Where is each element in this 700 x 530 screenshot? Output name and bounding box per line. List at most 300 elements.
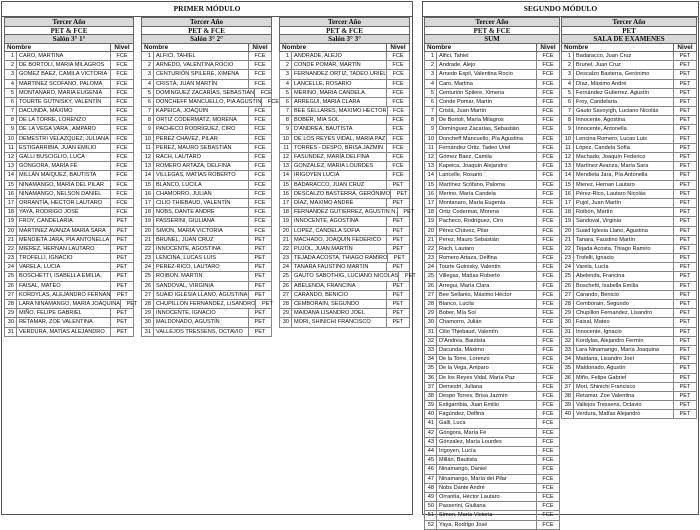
row-number: 13 xyxy=(425,162,437,170)
student-name: DOMINGUEZ ZACARÍAS, SEBASTIÁN xyxy=(156,89,255,96)
table-row xyxy=(424,263,560,272)
student-name: ARNEDO, VALENTINA ROCIO xyxy=(156,62,234,69)
student-name: INNOCENTE, IGNACIO xyxy=(156,310,216,317)
table-row xyxy=(4,80,134,89)
student-name: Gauto Savoyigh, Luciano Nicolás xyxy=(576,108,659,115)
exam-level: FCE xyxy=(261,98,284,106)
student-name: DESCALZO BASTERRA, GERÓNIMO xyxy=(294,190,391,197)
row-number: 32 xyxy=(562,337,574,345)
track-header: PET & FCE xyxy=(141,26,272,35)
student-name: MERINO, MARIA CANDELA xyxy=(294,89,365,96)
row-number: 49 xyxy=(425,493,437,501)
exam-level: FCE xyxy=(536,484,559,492)
row-number: 5 xyxy=(5,89,17,97)
exam-level: FCE xyxy=(386,125,409,133)
student-name: CONDE POMAR, MARTÍN xyxy=(294,62,361,69)
student-name: Tanara, Faustino Martín xyxy=(576,236,636,243)
student-name: SUAID IGLESIA LLANO, AGUSTINA xyxy=(156,291,248,298)
table-row xyxy=(279,245,410,254)
exam-level: PET xyxy=(673,144,696,152)
row-number: 11 xyxy=(5,144,17,152)
student-name: Rach, Lautaro xyxy=(439,245,475,252)
exam-level: FCE xyxy=(536,502,559,510)
row-number: 22 xyxy=(280,245,292,253)
table-row xyxy=(4,89,134,98)
student-name: Ninamango, Daniel xyxy=(439,466,487,473)
student-name: Vallejos Tressens, Octavio xyxy=(576,402,642,409)
exam-level: FCE xyxy=(386,70,409,78)
student-name: Góngora, María Fé xyxy=(439,429,487,436)
row-number: 9 xyxy=(562,125,574,133)
student-name: Kapeica, Joaquín Alejandro xyxy=(439,163,508,170)
exam-level: PET xyxy=(386,318,409,326)
student-name: Boschetti, Isabella Emilia xyxy=(576,282,639,289)
row-number: 12 xyxy=(562,153,574,161)
table-row xyxy=(4,61,134,70)
row-number: 13 xyxy=(562,162,574,170)
table-row xyxy=(424,89,560,98)
table-row xyxy=(561,190,697,199)
student-name: Demestri, Juliana xyxy=(439,383,483,390)
student-name: GAUTO SABOTHIG, LUCIANO NICOLAS xyxy=(294,273,399,280)
table-row xyxy=(561,162,697,171)
student-name: D'Andrea, Bautista xyxy=(439,337,486,344)
exam-level: PET xyxy=(673,272,696,280)
table-row xyxy=(4,236,134,245)
row-number: 25 xyxy=(5,272,17,280)
student-name: BOBER, MIA SOL xyxy=(294,117,340,124)
table-row xyxy=(141,52,272,61)
exam-level: FCE xyxy=(248,70,271,78)
exam-level: FCE xyxy=(110,61,133,69)
student-name: DE LA VEGA VARA , AMPARO xyxy=(19,126,96,133)
student-name: PUJOL, JUAN MARTÍN xyxy=(294,245,353,252)
student-name: Miño, Felipe Gabriel xyxy=(576,374,627,381)
student-name: Chamorro, Julián xyxy=(439,319,482,326)
row-number: 13 xyxy=(142,162,154,170)
table-row xyxy=(561,199,697,208)
table-row xyxy=(4,181,134,190)
exam-level: PET xyxy=(386,309,409,317)
row-number: 12 xyxy=(5,153,17,161)
exam-level: FCE xyxy=(536,98,559,106)
exam-level: PET xyxy=(248,245,271,253)
student-name: Conde Pomar, Martín xyxy=(439,98,493,105)
table-row xyxy=(4,199,134,208)
table-row xyxy=(561,153,697,162)
name-column-header: Nombre xyxy=(282,43,307,51)
table-row xyxy=(4,291,134,300)
table-row xyxy=(141,116,272,125)
table-row xyxy=(424,199,560,208)
row-number: 2 xyxy=(280,61,292,69)
student-name: VARELA, LUCIA xyxy=(19,264,61,271)
row-number: 13 xyxy=(5,162,17,170)
row-number: 3 xyxy=(142,70,154,78)
row-number: 28 xyxy=(142,300,154,308)
exam-level: PET xyxy=(673,364,696,372)
level-column-header: Nivel xyxy=(110,44,133,51)
exam-level: PET xyxy=(673,208,696,216)
row-number: 21 xyxy=(425,236,437,244)
table-row xyxy=(424,153,560,162)
exam-level: PET xyxy=(248,236,271,244)
row-number: 26 xyxy=(280,282,292,290)
table-row xyxy=(561,80,697,89)
table-row xyxy=(424,162,560,171)
exam-level: FCE xyxy=(386,171,409,179)
exam-level: PET xyxy=(248,282,271,290)
table-row xyxy=(424,98,560,107)
exam-level: FCE xyxy=(248,199,271,207)
table-row xyxy=(561,364,697,373)
table-row xyxy=(4,272,134,281)
exam-level: FCE xyxy=(248,80,271,88)
exam-level: PET xyxy=(386,291,409,299)
row-number: 23 xyxy=(562,254,574,262)
row-number: 39 xyxy=(562,401,574,409)
exam-level: FCE xyxy=(536,447,559,455)
student-name: Doncheff Mancuello, Pía Agustina xyxy=(439,135,523,142)
table-row xyxy=(424,144,560,153)
student-name: Cristá, Juan Martín xyxy=(439,108,487,115)
row-number: 31 xyxy=(5,328,17,336)
exam-level: FCE xyxy=(536,493,559,501)
student-name: PASSERINI, GIULIANA xyxy=(156,218,215,225)
row-number: 30 xyxy=(5,318,17,326)
exam-level: FCE xyxy=(110,135,133,143)
student-name: Alfici, Tahiel xyxy=(439,52,469,59)
exam-level: PET xyxy=(673,181,696,189)
exam-level: FCE xyxy=(536,511,559,519)
exam-level: PET xyxy=(673,80,696,88)
row-number: 33 xyxy=(425,346,437,354)
table-row xyxy=(424,61,560,70)
row-number: 19 xyxy=(425,217,437,225)
row-number: 26 xyxy=(142,282,154,290)
student-name: ORRANTÍA, HECTOR LAUTARO xyxy=(19,199,103,206)
row-number: 31 xyxy=(562,328,574,336)
student-name: Millán, Bautista xyxy=(439,457,477,464)
exam-level: FCE xyxy=(248,227,271,235)
student-name: Innocente, Antonella xyxy=(576,126,627,133)
student-name: KORDYLAS, ALEJANDRO FERNAN xyxy=(19,291,111,298)
student-name: DÍAZ, MAXIMO ANDRÉ xyxy=(294,199,354,206)
exam-level: PET xyxy=(110,291,133,299)
row-number: 29 xyxy=(425,309,437,317)
row-number: 31 xyxy=(425,328,437,336)
table-row xyxy=(279,309,410,318)
segundo-modulo-title: SEGUNDO MÓDULO xyxy=(423,2,698,17)
row-number: 9 xyxy=(142,125,154,133)
table-row xyxy=(141,80,272,89)
exam-level: PET xyxy=(110,328,133,336)
year-header: Tercer Año xyxy=(4,17,134,26)
table-row xyxy=(279,52,410,61)
row-number: 45 xyxy=(425,456,437,464)
table-row xyxy=(4,282,134,291)
table-row xyxy=(4,254,134,263)
student-name: CARANDO, BENICIO xyxy=(294,291,349,298)
table-row xyxy=(561,52,697,61)
table-row xyxy=(424,227,560,236)
exam-level: FCE xyxy=(386,135,409,143)
student-name: Maidana, Lisandro Joel xyxy=(576,356,634,363)
exam-level: PET xyxy=(110,227,133,235)
exam-level: PET xyxy=(673,61,696,69)
exam-level: PET xyxy=(673,300,696,308)
table-row xyxy=(561,383,697,392)
name-column-header: Nombre xyxy=(564,43,589,51)
year-header: Tercer Año xyxy=(141,17,272,26)
table-row xyxy=(561,300,697,309)
row-number: 22 xyxy=(5,245,17,253)
row-number: 9 xyxy=(280,125,292,133)
student-name: Cilio Thiebaud, Valentín xyxy=(439,328,498,335)
column-header-row xyxy=(561,43,697,52)
table-row xyxy=(424,318,560,327)
student-name: De la Vega, Amparo xyxy=(439,365,489,372)
student-name: Abelenda, Francina xyxy=(576,273,625,280)
table-row xyxy=(279,171,410,180)
exam-level: FCE xyxy=(536,419,559,427)
track-header: PET & FCE xyxy=(424,26,560,35)
student-name: ROIBON, MARTIN xyxy=(156,273,203,280)
table-row xyxy=(141,181,272,190)
row-number: 6 xyxy=(280,98,292,106)
table-row xyxy=(279,125,410,134)
student-name: Retamar, Zoe Valentina xyxy=(576,392,635,399)
exam-level: FCE xyxy=(248,125,271,133)
student-name: Trofelli, Ignacio xyxy=(576,255,614,262)
table-row xyxy=(141,208,272,217)
row-number: 4 xyxy=(142,80,154,88)
student-name: Nobs Dante André xyxy=(439,484,485,491)
row-number: 21 xyxy=(5,236,17,244)
table-row xyxy=(279,144,410,153)
exam-level: FCE xyxy=(536,80,559,88)
row-number: 5 xyxy=(425,89,437,97)
student-name: GALLI BUSCIGLIO, LUCA xyxy=(19,154,85,161)
student-name: TORRES - DESPO, BRISA JAZMIN xyxy=(294,144,384,151)
row-number: 2 xyxy=(5,61,17,69)
student-name: Montanaro, María Eugenia xyxy=(439,199,506,206)
row-number: 21 xyxy=(562,236,574,244)
exam-level: FCE xyxy=(248,144,271,152)
exam-level: PET xyxy=(248,263,271,271)
exam-level: FCE xyxy=(110,52,133,60)
row-number: 25 xyxy=(425,272,437,280)
student-name: IRIGOYEN LUCIA xyxy=(294,172,340,179)
exam-level: FCE xyxy=(536,364,559,372)
exam-level: FCE xyxy=(248,153,271,161)
row-number: 3 xyxy=(5,70,17,78)
table-row xyxy=(279,61,410,70)
student-name: FASUNDEZ, MARÍA DELFINA xyxy=(294,154,370,161)
student-name: ANDRADE, ALEJO xyxy=(294,52,342,59)
table-row xyxy=(424,383,560,392)
student-name: Centurión Spilere, Ximena xyxy=(439,89,505,96)
exam-level: FCE xyxy=(536,318,559,326)
exam-level: PET xyxy=(386,181,409,189)
row-number: 26 xyxy=(5,282,17,290)
student-name: CARO, MARTINA xyxy=(19,52,64,59)
exam-level: FCE xyxy=(536,89,559,97)
table-row xyxy=(424,456,560,465)
row-number: 43 xyxy=(425,438,437,446)
student-name: YAYA, RODRIGO JOSÉ xyxy=(19,209,79,216)
student-name: KAPEICA, JOAQUIN xyxy=(156,108,209,115)
row-number: 51 xyxy=(425,511,437,519)
exam-level: FCE xyxy=(386,52,409,60)
row-number: 7 xyxy=(562,107,574,115)
exam-level: PET xyxy=(120,300,143,308)
table-row xyxy=(141,300,272,309)
row-number: 34 xyxy=(562,355,574,363)
track-header: PET xyxy=(561,26,697,35)
table-row xyxy=(424,419,560,428)
exam-level: PET xyxy=(386,245,409,253)
exam-level: PET xyxy=(390,190,413,198)
row-number: 5 xyxy=(280,89,292,97)
row-number: 33 xyxy=(562,346,574,354)
exam-level: FCE xyxy=(536,309,559,317)
row-number: 27 xyxy=(280,291,292,299)
exam-level: FCE xyxy=(536,438,559,446)
student-name: SANDOVAL, VIRGINIA xyxy=(156,282,214,289)
row-number: 36 xyxy=(562,374,574,382)
student-name: MIEREZ, HERNAN LAUTARO xyxy=(19,245,95,252)
student-name: Martínez Scófano, Paloma xyxy=(439,181,505,188)
student-name: MACHADO, JOAQUIN FEDERICO xyxy=(294,236,382,243)
table-row xyxy=(141,272,272,281)
table-row xyxy=(4,328,134,337)
table-row xyxy=(424,125,560,134)
year-header: Tercer Año xyxy=(424,17,560,26)
row-number: 6 xyxy=(142,98,154,106)
student-name: Mori, Shinichi Francisco xyxy=(576,383,636,390)
exam-level: FCE xyxy=(536,125,559,133)
exam-level: PET xyxy=(673,135,696,143)
student-name: VILLEGAS, MATIAS ROBERTO xyxy=(156,172,236,179)
exam-level: FCE xyxy=(536,208,559,216)
student-name: Pujol, Juan Martín xyxy=(576,199,622,206)
student-name: Machado, Joaquín Federico xyxy=(576,154,646,161)
student-name: Mierez, Hernan Lautaro xyxy=(576,181,635,188)
table-row xyxy=(561,217,697,226)
row-number: 10 xyxy=(280,135,292,143)
row-number: 14 xyxy=(142,171,154,179)
table-row xyxy=(141,171,272,180)
exam-level: PET xyxy=(673,227,696,235)
table-row xyxy=(279,80,410,89)
table-row xyxy=(424,410,560,419)
student-list xyxy=(561,52,697,420)
table-row xyxy=(279,135,410,144)
student-name: BLANCO, LUCILA xyxy=(156,181,202,188)
table-row xyxy=(424,475,560,484)
row-number: 6 xyxy=(5,98,17,106)
table-row xyxy=(141,245,272,254)
exam-level: FCE xyxy=(248,107,271,115)
student-name: Sandoval, Virginia xyxy=(576,218,621,225)
table-row xyxy=(561,208,697,217)
table-row xyxy=(424,355,560,364)
row-number: 4 xyxy=(5,80,17,88)
student-name: MAIDANA LISANDRO JOEL xyxy=(294,310,365,317)
table-row xyxy=(4,70,134,79)
table-row xyxy=(561,392,697,401)
row-number: 2 xyxy=(425,61,437,69)
exam-level: FCE xyxy=(110,208,133,216)
table-row xyxy=(424,447,560,456)
table-row xyxy=(561,144,697,153)
exam-level: FCE xyxy=(536,236,559,244)
row-number: 18 xyxy=(425,208,437,216)
student-name: NINAMANGO, MARÍA DEL PILAR xyxy=(19,181,104,188)
row-number: 20 xyxy=(142,227,154,235)
student-name: Despo Torres, Brisa Jazmín xyxy=(439,392,508,399)
exam-level: FCE xyxy=(386,116,409,124)
table-row xyxy=(279,263,410,272)
table-row xyxy=(4,227,134,236)
salon-header: SUM xyxy=(424,34,560,43)
row-number: 7 xyxy=(142,107,154,115)
table-row xyxy=(141,153,272,162)
student-name: Suaid Iglesia Llano, Agustina xyxy=(576,227,648,234)
exam-level: FCE xyxy=(386,144,409,152)
student-name: Pérez Chávez, Pilar xyxy=(439,227,489,234)
name-column-header: Nombre xyxy=(144,43,169,51)
table-row xyxy=(279,318,410,327)
row-number: 42 xyxy=(425,429,437,437)
student-name: Gónzalez, María Lourdes xyxy=(439,438,502,445)
exam-level: FCE xyxy=(536,199,559,207)
row-number: 40 xyxy=(562,410,574,418)
row-number: 24 xyxy=(5,263,17,271)
table-row xyxy=(424,80,560,89)
exam-level: PET xyxy=(673,107,696,115)
year-header: Tercer Año xyxy=(279,17,410,26)
student-name: Bee Sellarés, Máximo Héctor xyxy=(439,291,512,298)
table-row xyxy=(424,511,560,520)
exam-level: FCE xyxy=(536,300,559,308)
table-row xyxy=(424,190,560,199)
row-number: 20 xyxy=(280,227,292,235)
exam-level: FCE xyxy=(536,392,559,400)
exam-level: PET xyxy=(673,318,696,326)
exam-level: FCE xyxy=(110,70,133,78)
table-row xyxy=(424,245,560,254)
exam-level: PET xyxy=(673,410,696,418)
salon-3-2-table xyxy=(141,17,279,514)
table-row xyxy=(4,309,134,318)
student-name: Domínguez Zacarías, Sebastián xyxy=(439,126,519,133)
student-name: ARREGUI, MARIA CLARA xyxy=(294,98,361,105)
table-row xyxy=(561,328,697,337)
student-name: Brunel, Juan Cruz xyxy=(576,62,621,69)
student-name: VALLEJOS TRESSENS, OCTAVIO xyxy=(156,328,243,335)
table-row xyxy=(4,153,134,162)
row-number: 30 xyxy=(562,318,574,326)
table-row xyxy=(141,107,272,116)
student-name: BRUNEL, JUAN CRUZ xyxy=(156,236,214,243)
row-number: 4 xyxy=(425,80,437,88)
table-row xyxy=(279,89,410,98)
table-row xyxy=(141,190,272,199)
table-row xyxy=(561,125,697,134)
table-row xyxy=(141,61,272,70)
